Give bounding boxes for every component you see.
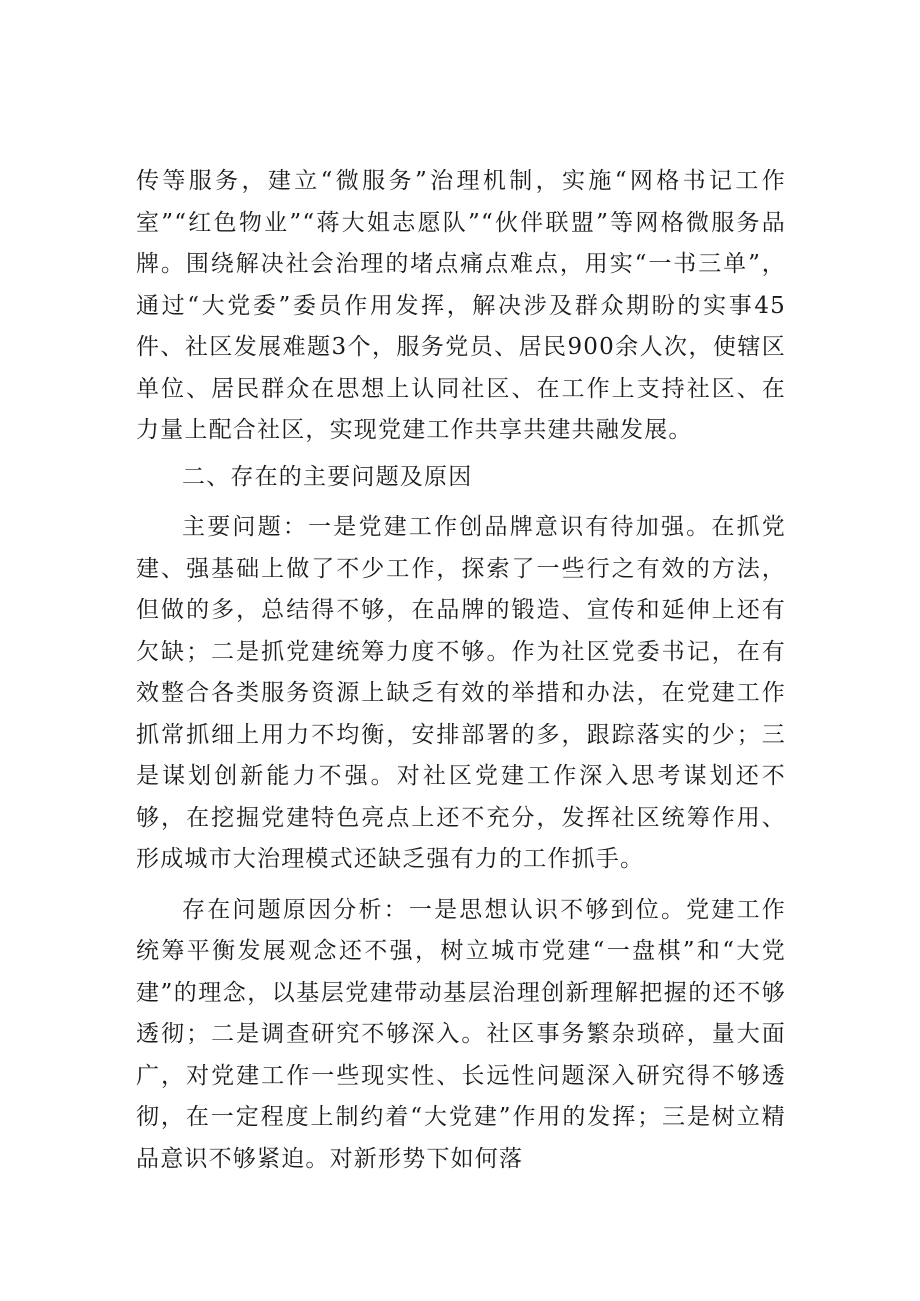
document-body	[136, 161, 786, 1180]
paragraph-continuation: 传等服务，建立“微服务”治理机制，实施“网格书记工作室”“红色物业”“蒋大姐志愿队”“伙伴联盟”等网格微服务品牌。围绕解决社会治理的堵点痛点难点，用实“一书三单”，通过“大党委”委员作用发挥，解决涉及群众期盼的实事45件、社区发展难题3个，服务党员、居民900余人次，使辖区单位、居民群众在思想上认同社区、在工作上支持社区、在力量上配合社区，实现党建工作共享共建共融发展。	[136, 168, 786, 443]
paragraph-cause-analysis: 存在问题原因分析：一是思想认识不够到位。党建工作统筹平衡发展观念还不强，树立城市党建“一盘棋”和“大党建”的理念，以基层党建带动基层治理创新理解把握的还不够透彻；二是调查研究不够深入。社区事务繁杂琐碎，量大面广，对党建工作一些现实性、长远性问题深入研究得不够透彻，在一定程度上制约着“大党建”作用的发挥；三是树立精品意识不够紧迫。对新形势下如何落	[136, 896, 786, 1172]
paragraph-main-problems: 主要问题：一是党建工作创品牌意识有待加强。在抓党建、强基础上做了不少工作，探索了一些行之有效的方法，但做的多，总结得不够，在品牌的锻造、宣传和延伸上还有欠缺；二是抓党建统筹力度不够。作为社区党委书记，在有效整合各类服务资源上缺乏有效的举措和办法，在党建工作抓常抓细上用力不均衡，安排部署的多，跟踪落实的少；三是谋划创新能力不强。对社区党建工作深入思考谋划还不够，在挖掘党建特色亮点上还不充分，发挥社区统筹作用、形成城市大治理模式还缺乏强有力的工作抓手。	[136, 514, 786, 872]
section-heading: 二、存在的主要问题及原因	[182, 463, 473, 490]
